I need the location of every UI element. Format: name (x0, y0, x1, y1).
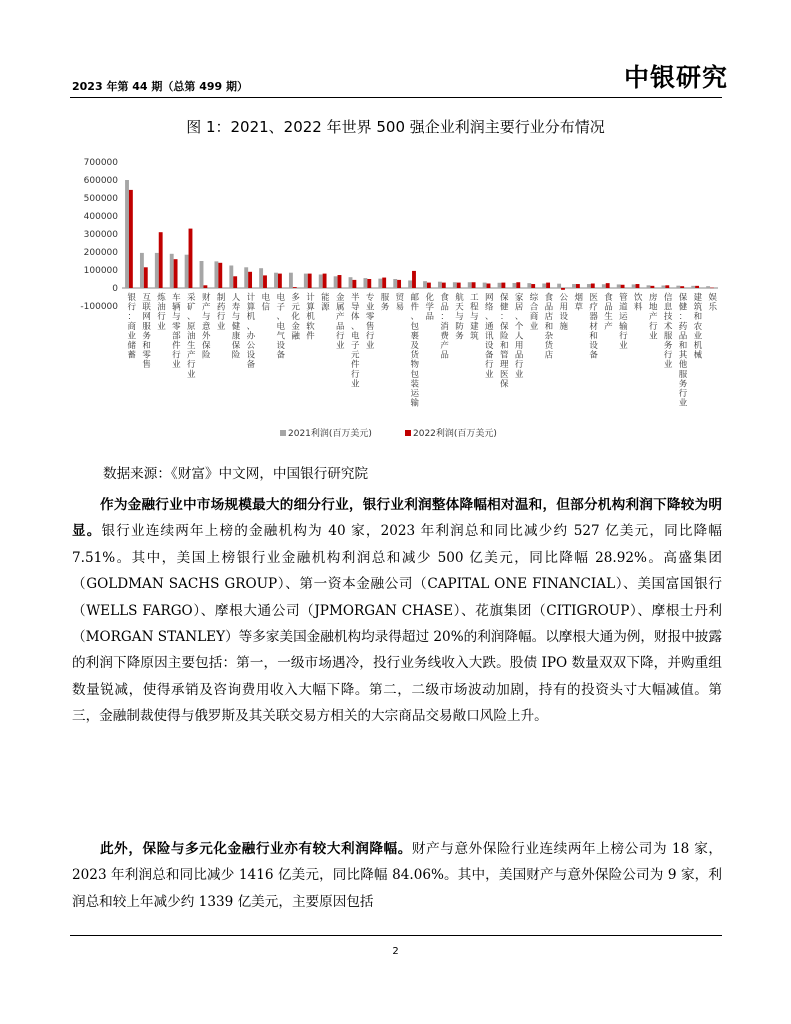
issue-label: 2023 年第 44 期（总第 499 期） (72, 80, 249, 93)
y-tick-label: 700000 (83, 158, 118, 168)
bar-2022 (606, 283, 610, 288)
x-category-label: 综合商业 (529, 293, 539, 332)
bar-2022 (189, 229, 193, 288)
x-category-label: 计算机软件 (306, 293, 315, 342)
x-category-label: 化学品 (425, 293, 434, 323)
bar-2021 (647, 285, 651, 288)
x-category-label: 车辆与零部件行业 (172, 293, 181, 371)
bar-2022 (442, 283, 446, 288)
x-category-label: 贸易 (395, 293, 405, 313)
paragraph-body: 银行业连续两年上榜的金融机构为 40 家，2023 年利润总和同比减少约 527 亿美元，同比降幅 7.51%。其中，美国上榜银行业金融机构利润总和减少 500 亿美元，同比降幅 28.92%。高盛集团（GOLDMAN SACHS GROUP）、第一资本金融公司（CAPITAL ONE FINANCIAL）、美国富国银行（WELLS FARGO）、摩根大通公司（JPMORGAN CHASE）、花旗集团（CITIGROUP）、摩根士丹利（MORGAN STANLEY）等多家美国金融机构均录得超过 20%的利润降幅。以摩根大通为例，财报中披露的利润下降原因主要包括：第一，一级市场遇冷，投行业务线收入大跌。股债 IPO 数量双双下降，并购重组数量锐减，使得承销及咨询费用收入大幅下降。第二，二级市场波动加剧，持有的投资头寸大幅减值。第三，金融制裁使得与俄罗斯及其关联交易方相关的大宗商品交易敞口风险上升。 (72, 523, 722, 725)
bar-2022 (561, 288, 565, 290)
bar-2021 (661, 285, 665, 288)
x-category-label: 计算机、办公设备 (246, 293, 256, 371)
x-category-label: 服务 (380, 293, 390, 313)
x-category-label: 建筑和农业机械 (693, 293, 703, 361)
x-category-label: 网络、通讯设备行业 (485, 293, 494, 380)
bar-2021 (349, 277, 353, 288)
bar-2021 (393, 279, 397, 288)
paragraph-banking (72, 492, 722, 730)
y-tick-label: 100000 (83, 266, 118, 276)
bar-2022 (203, 285, 207, 288)
bar-2021 (214, 261, 218, 288)
x-category-label: 保健：药品和其他服务行业 (678, 293, 688, 409)
bar-2022 (665, 285, 669, 288)
x-category-label: 食品店和杂货店 (544, 293, 554, 361)
bar-2021 (498, 283, 502, 288)
bar-2022 (367, 279, 371, 288)
bar-2022 (680, 286, 684, 288)
x-category-label: 邮件、包裹及货物包装运输 (410, 293, 420, 409)
bar-2021 (423, 281, 427, 288)
bar-2021 (155, 253, 159, 288)
paragraph-lead: 此外，保险与多元化金融行业亦有较大利润降幅。 (100, 841, 412, 857)
x-category-label: 银行：商业储蓄 (127, 293, 136, 361)
bar-2021 (542, 284, 546, 289)
profit-bar-chart (70, 148, 722, 453)
paragraph-insurance (72, 836, 722, 915)
x-category-label: 公用设施 (559, 293, 569, 332)
bar-2021 (304, 274, 308, 288)
legend-label: 2021利润(百万美元) (288, 429, 372, 439)
bar-2022 (218, 263, 222, 288)
x-category-label: 采矿、原油生产行业 (187, 293, 196, 380)
x-category-label: 工程与建筑 (470, 293, 479, 342)
y-tick-label: 0 (112, 284, 118, 294)
bar-2022 (636, 284, 640, 288)
bar-2022 (576, 284, 580, 288)
bar-2022 (710, 288, 714, 289)
bar-2021 (363, 278, 367, 288)
bar-2021 (706, 286, 710, 288)
bar-2022 (263, 275, 267, 288)
bar-2022 (695, 286, 699, 288)
bar-2022 (233, 276, 237, 288)
bar-2022 (352, 280, 356, 288)
x-category-label: 专业零售行业 (365, 293, 375, 351)
x-category-label: 饮料 (634, 293, 643, 313)
bar-2021 (200, 261, 204, 288)
bar-2021 (170, 254, 174, 288)
bar-2022 (516, 282, 520, 288)
bar-2021 (468, 282, 472, 288)
bar-2022 (129, 190, 133, 288)
bar-2021 (229, 266, 233, 289)
bar-2021 (408, 280, 412, 288)
x-category-label: 娱乐 (708, 293, 718, 313)
paragraph-body: 财产与意外保险行业连续两年上榜公司为 18 家，2023 年利润总和同比减少 1416 亿美元，同比降幅 84.06%。其中，美国财产与意外保险公司为 9 家，利润总和较上年减少约 1339 亿美元，主要原因包括 (72, 841, 722, 910)
x-category-label: 医疗器材和设备 (589, 293, 598, 361)
bar-2022 (278, 274, 282, 288)
bar-2022 (174, 259, 178, 288)
x-category-label: 制药行业 (216, 293, 226, 332)
bar-2022 (382, 278, 386, 288)
bar-2021 (289, 273, 293, 288)
x-category-label: 多元化金融 (291, 293, 300, 342)
bar-2022 (412, 271, 416, 288)
footer-rule (70, 935, 722, 936)
bar-2022 (159, 232, 163, 288)
y-tick-label: 400000 (83, 212, 118, 222)
bar-2021 (334, 276, 338, 288)
bar-2021 (483, 283, 487, 288)
legend-swatch (405, 430, 411, 436)
bar-2022 (457, 283, 461, 288)
x-category-label: 炼油行业 (157, 293, 166, 332)
bar-2022 (621, 285, 625, 288)
x-category-label: 电信 (261, 293, 271, 313)
data-source: 数据来源：《财富》中文网，中国银行研究院 (103, 466, 369, 482)
bar-2022 (531, 284, 535, 288)
bar-2022 (501, 283, 505, 288)
bar-2022 (591, 284, 595, 289)
bar-2022 (397, 280, 401, 288)
y-tick-label: 600000 (83, 176, 118, 186)
bar-2021 (140, 253, 144, 288)
bar-2021 (512, 283, 516, 288)
y-tick-label: -100000 (80, 302, 118, 312)
page-number: 2 (392, 946, 399, 957)
bar-2022 (487, 284, 491, 289)
bar-2021 (602, 284, 606, 288)
bar-2021 (244, 267, 248, 288)
x-category-label: 互联网服务和零售 (142, 293, 151, 371)
x-category-label: 电子、电气设备 (276, 293, 285, 361)
brand-logo: 中银研究 (624, 63, 729, 92)
bar-2022 (308, 274, 312, 288)
bar-2021 (319, 275, 323, 289)
x-category-label: 保健：保险和管理医保 (499, 293, 509, 390)
x-category-label: 食品：消费产品 (440, 293, 449, 361)
bar-2021 (572, 284, 576, 288)
x-category-label: 能源 (321, 293, 330, 313)
bar-2021 (691, 286, 695, 288)
legend-swatch (280, 430, 286, 436)
figure-title: 图 1：2021、2022 年世界 500 强企业利润主要行业分布情况 (186, 118, 605, 136)
x-category-label: 信息技术服务行业 (663, 293, 673, 371)
x-category-label: 食品生产 (604, 293, 613, 332)
bar-2022 (323, 274, 327, 288)
bar-2021 (185, 255, 189, 288)
bar-2021 (676, 286, 680, 288)
bar-2022 (546, 283, 550, 288)
bar-2021 (617, 284, 621, 288)
legend-label: 2022利润(百万美元) (413, 429, 497, 439)
bar-2021 (259, 268, 263, 288)
bar-2022 (650, 286, 654, 288)
bar-2021 (453, 282, 457, 288)
x-category-label: 航天与防务 (455, 293, 464, 342)
bar-2022 (338, 275, 342, 288)
bar-2021 (632, 284, 636, 288)
bar-2021 (527, 283, 531, 288)
bar-2021 (438, 282, 442, 288)
y-tick-label: 500000 (83, 194, 118, 204)
x-category-label: 人寿与健康保险 (231, 293, 241, 361)
bar-2021 (274, 273, 278, 288)
y-tick-label: 200000 (83, 248, 118, 258)
x-category-label: 管道运输行业 (619, 293, 628, 351)
x-category-label: 房地产行业 (648, 293, 658, 342)
bar-2021 (587, 284, 591, 288)
y-tick-label: 300000 (83, 230, 118, 240)
bar-2022 (293, 287, 297, 288)
bar-2022 (472, 282, 476, 288)
paragraph-lead: 作为金融行业中市场规模最大的细分行业，银行业利润整体降幅相对温和，但部分机构利润下降较为明显。 (72, 497, 722, 540)
x-category-label: 金属产品行业 (336, 293, 345, 351)
x-category-label: 财产与意外保险 (201, 293, 211, 361)
x-category-label: 烟草 (574, 293, 583, 313)
bar-2022 (427, 283, 431, 288)
bar-2021 (125, 180, 129, 288)
x-category-label: 半导体、电子元件行业 (350, 293, 360, 390)
header-rule (70, 97, 722, 98)
bar-2022 (248, 272, 252, 288)
bar-2021 (378, 279, 382, 288)
x-category-label: 家居、个人用品行业 (514, 293, 524, 380)
bar-2022 (144, 267, 148, 288)
bar-2021 (557, 284, 561, 288)
